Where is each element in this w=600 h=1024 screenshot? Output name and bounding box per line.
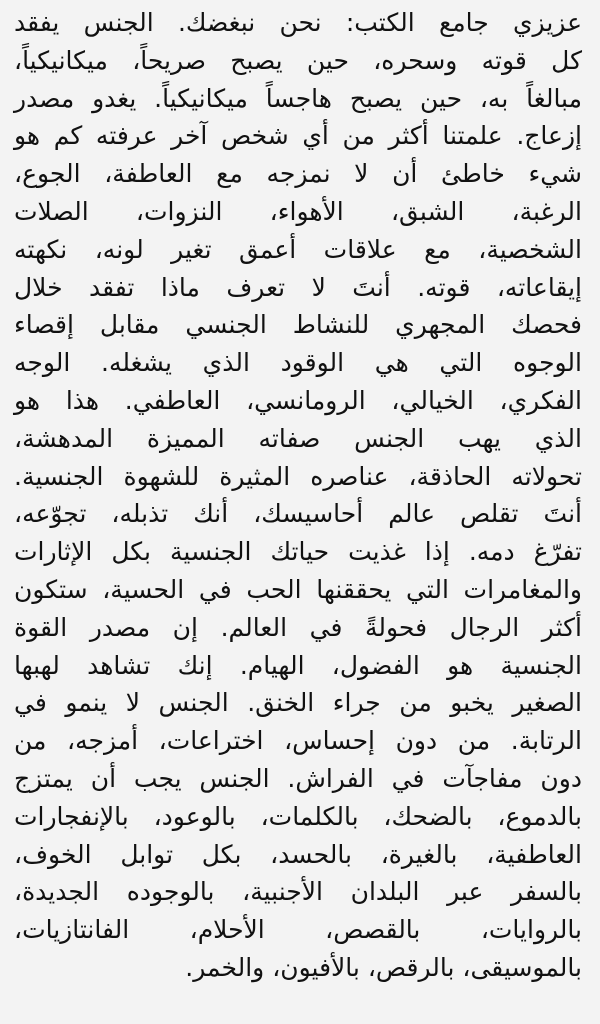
text-line-3: مبالغاً به، حين يصبح هاجساً ميكانيكياً. يغدو مصدر <box>14 83 582 113</box>
text-line-5: شيء خاطئ أن لا نمزجه مع العاطفة، الجوع، <box>14 159 582 189</box>
text-line-6: الرغبة، الشبق، الأهواء، النزوات، الصلات <box>14 196 582 226</box>
text-line-16: والمغامرات التي يحققنها الحب في الحسية، ستكون <box>14 574 582 604</box>
text-line-4: إزعاج. علمتنا أكثر من أي شخص آخر عرفته كم هو <box>14 121 582 151</box>
text-line-2: كل قوته وسحره، حين يصبح صريحاً، ميكانيكياً، <box>14 45 582 75</box>
text-line-7: الشخصية، مع علاقات أعمق تغير لونه، نكهته <box>14 234 582 264</box>
text-line-23: العاطفية، بالغيرة، بالحسد، بكل توابل الخوف، <box>14 839 582 869</box>
text-line-13: تحولاته الحاذقة، عناصره المثيرة للشهوة الجنسية. <box>14 461 582 491</box>
text-line-10: الوجوه التي هي الوقود الذي يشغله. الوجه <box>14 348 582 378</box>
letter-text <box>14 4 582 987</box>
text-line-24: بالسفر عبر البلدان الأجنبية، بالوجوده الجديدة، <box>14 877 582 907</box>
text-line-17: أكثر الرجال فحولةً في العالم. إن مصدر القوة <box>14 612 582 642</box>
text-line-14: أنتَ تقلص عالم أحاسيسك، أنك تذبله، تجوّعه، <box>14 499 582 529</box>
text-line-9: فحصك المجهري للنشاط الجنسي مقابل إقصاء <box>14 310 582 340</box>
text-line-26: بالموسيقى، بالرقص، بالأفيون، والخمر. <box>185 952 582 982</box>
text-line-11: الفكري، الخيالي، الرومانسي، العاطفي. هذا هو <box>14 385 582 415</box>
text-line-25: بالروايات، بالقصص، الأحلام، الفانتازيات، <box>14 915 582 945</box>
text-line-12: الذي يهب الجنس صفاته المميزة المدهشة، <box>14 423 582 453</box>
text-line-15: تفرّغ دمه. إذا غذيت حياتك الجنسية بكل الإثارات <box>14 537 582 567</box>
text-line-22: بالدموع، بالضحك، بالكلمات، بالوعود، بالإنفجارات <box>14 801 582 831</box>
text-line-1: عزيزي جامع الكتب: نحن نبغضك. الجنس يفقد <box>14 8 582 37</box>
text-line-19: الصغير يخبو من جراء الخنق. الجنس لا ينمو في <box>14 688 582 718</box>
text-line-20: الرتابة. من دون إحساس، اختراعات، أمزجه، من <box>14 726 582 756</box>
text-line-8: إيقاعاته، قوته. أنتَ لا تعرف ماذا تفقد خلال <box>14 272 582 302</box>
text-line-18: الجنسية هو الفضول، الهيام. إنك تشاهد لهبها <box>14 650 582 680</box>
text-line-21: دون مفاجآت في الفراش. الجنس يجب أن يمتزج <box>14 763 582 793</box>
